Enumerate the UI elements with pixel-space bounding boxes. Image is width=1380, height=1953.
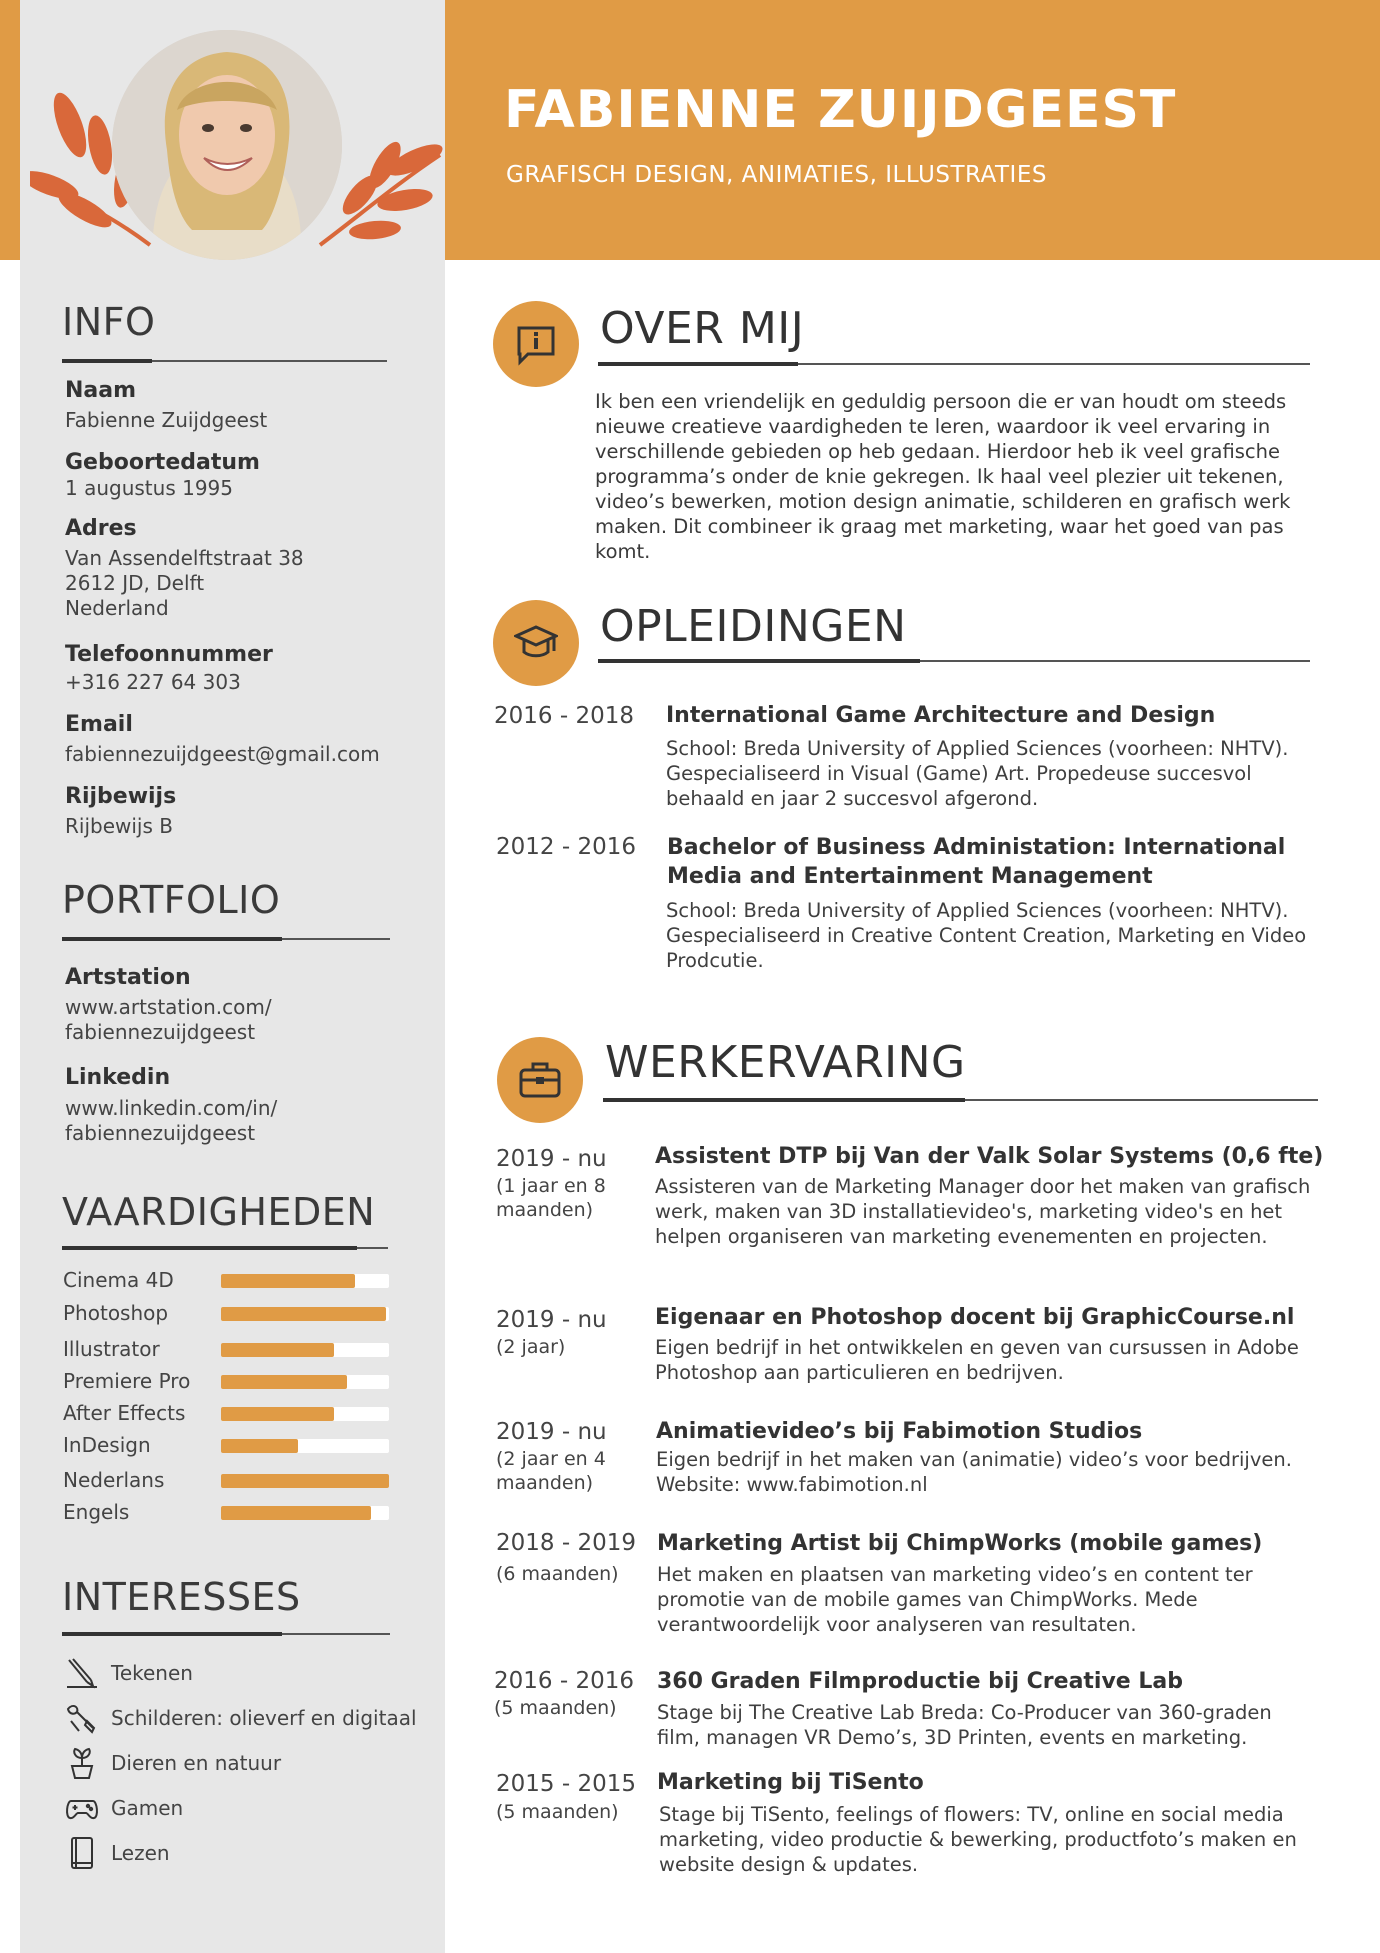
info-value-license: Rijbewijs B (65, 814, 173, 838)
portfolio-title: PORTFOLIO (62, 878, 281, 922)
skill-name: Premiere Pro (63, 1369, 191, 1393)
skill-name: Cinema 4D (63, 1268, 174, 1292)
interest-item (65, 1836, 425, 1872)
work-duration: (1 jaar en 8 maanden) (496, 1175, 606, 1221)
skill-name: Illustrator (63, 1337, 160, 1361)
briefcase-icon (518, 1058, 562, 1102)
interest-label: Lezen (111, 1841, 170, 1865)
education-section-icon (493, 600, 579, 686)
skill-row (63, 1301, 393, 1331)
about-divider (598, 363, 1310, 365)
skill-name: After Effects (63, 1401, 186, 1425)
interest-item (65, 1791, 425, 1827)
work-title-text: Marketing Artist bij ChimpWorks (mobile games) (657, 1531, 1263, 1556)
skills-divider (62, 1247, 388, 1249)
info-divider (62, 360, 387, 362)
interest-label: Dieren en natuur (111, 1751, 282, 1775)
skill-bar-track (221, 1274, 389, 1288)
work-duration: (5 maanden) (496, 1801, 619, 1823)
skill-bar-track (221, 1506, 389, 1520)
info-value-birthdate: 1 augustus 1995 (65, 476, 233, 500)
interest-item (65, 1656, 425, 1692)
skill-bar-track (221, 1343, 389, 1357)
info-label-license: Rijbewijs (65, 784, 177, 809)
education-date: 2016 - 2018 (494, 703, 634, 729)
info-chat-icon (514, 322, 558, 366)
work-date: 2019 - nu (496, 1307, 607, 1333)
about-title: OVER MIJ (600, 303, 805, 354)
pencil-icon (65, 1656, 99, 1690)
work-title-text: Marketing bij TiSento (657, 1770, 924, 1795)
info-title: INFO (62, 300, 156, 344)
skills-title: VAARDIGHEDEN (62, 1190, 376, 1234)
education-desc: School: Breda University of Applied Sciences (voorheen: NHTV). Gespecialiseerd in Visual (Game) Art. Propedeuse succesvol behaald en jaar 2 succesvol afgerond. (666, 737, 1289, 810)
work-title: WERKERVARING (605, 1037, 966, 1088)
info-label-phone: Telefoonnummer (65, 642, 273, 667)
work-title-text: Animatievideo’s bij Fabimotion Studios (656, 1419, 1143, 1444)
portfolio-link-artstation-line1[interactable]: www.artstation.com/ (65, 995, 272, 1019)
skill-row (63, 1337, 393, 1367)
info-label-birthdate: Geboortedatum (65, 450, 260, 475)
portfolio-link-linkedin-line2[interactable]: fabiennezuijdgeest (65, 1121, 256, 1145)
info-label-email: Email (65, 712, 133, 737)
work-section-icon (497, 1037, 583, 1123)
plant-icon (65, 1746, 99, 1780)
work-date: 2019 - nu (496, 1146, 607, 1172)
work-title-text: Assistent DTP bij Van der Valk Solar Systems (0,6 fte) (655, 1144, 1324, 1169)
gamepad-icon (65, 1791, 99, 1825)
candidate-name: FABIENNE ZUIJDGEEST (504, 80, 1177, 140)
education-desc: School: Breda University of Applied Sciences (voorheen: NHTV). Gespecialiseerd in Creative Content Creation, Marketing en Video Prodcutie. (666, 899, 1307, 972)
interest-label: Tekenen (111, 1661, 193, 1685)
skill-bar-track (221, 1307, 389, 1321)
info-value-phone: +316 227 64 303 (65, 670, 241, 694)
work-desc: Eigen bedrijf in het ontwikkelen en geven van cursussen in Adobe Photoshop aan particulieren en bedrijven. (655, 1336, 1299, 1384)
info-label-name: Naam (65, 378, 137, 403)
skill-row (63, 1268, 393, 1298)
portfolio-link-artstation-line2[interactable]: fabiennezuijdgeest (65, 1020, 256, 1044)
work-desc: Stage bij TiSento, feelings of flowers: TV, online en social media marketing, video productie & bewerking, productfoto’s maken en website design & updates. (659, 1803, 1297, 1876)
education-title: OPLEIDINGEN (600, 601, 907, 652)
work-desc: Assisteren van de Marketing Manager door het maken van grafisch werk, maken van 3D installatievideo's, marketing video's en het helpen organiseren van marketing evenementen en projecten. (655, 1175, 1311, 1248)
info-value-address-line3: Nederland (65, 596, 169, 620)
work-duration: (5 maanden) (494, 1697, 617, 1719)
work-duration: (2 jaar en 4 maanden) (496, 1448, 606, 1494)
skill-bar-fill (221, 1343, 334, 1357)
skill-row (63, 1468, 393, 1498)
portfolio-label-artstation: Artstation (65, 965, 191, 990)
skill-bar-track (221, 1375, 389, 1389)
interest-item (65, 1746, 425, 1782)
book-icon (65, 1836, 99, 1870)
about-text: Ik ben een vriendelijk en geduldig persoon die er van houdt om steeds nieuwe creatieve vaardigheden te leren, waardoor ik veel ervaring in verschillende gebieden op heb gedaan. Hierdoor heb ik veel grafische programma’s onder de knie gekregen. Ik haal veel plezier uit tekenen, video’s bewerken, motion design animatie, schilderen en grafisch werk maken. Dit combineer ik graag met marketing, waar het goed van pas komt. (595, 390, 1291, 563)
interests-title: INTERESSES (62, 1575, 301, 1619)
skill-bar-track (221, 1439, 389, 1453)
skill-row (63, 1433, 393, 1463)
work-duration: (6 maanden) (496, 1563, 619, 1585)
work-duration: (2 jaar) (496, 1336, 566, 1358)
education-title-text: Bachelor of Business Administation: International Media and Entertainment Management (667, 835, 1286, 889)
skill-bar-fill (221, 1474, 389, 1488)
skill-bar-fill (221, 1439, 298, 1453)
portfolio-label-linkedin: Linkedin (65, 1065, 171, 1090)
interest-item (65, 1701, 425, 1737)
skill-bar-fill (221, 1375, 347, 1389)
skill-bar-fill (221, 1407, 334, 1421)
work-divider (603, 1099, 1318, 1101)
work-desc: Eigen bedrijf in het maken van (animatie) video’s voor bedrijven. Website: www.fabimotion.nl (656, 1448, 1292, 1496)
paintbrush-icon (65, 1701, 99, 1735)
education-date: 2012 - 2016 (496, 834, 636, 860)
skill-bar-fill (221, 1307, 386, 1321)
work-title-text: 360 Graden Filmproductie bij Creative Lab (657, 1669, 1184, 1694)
info-value-email[interactable]: fabiennezuijdgeest@gmail.com (65, 742, 380, 766)
work-desc: Stage bij The Creative Lab Breda: Co-Producer van 360-graden film, managen VR Demo’s, 3D Printen, events en marketing. (657, 1701, 1272, 1749)
work-date: 2015 - 2015 (496, 1771, 636, 1797)
skill-name: Nederlans (63, 1468, 165, 1492)
interests-divider (62, 1633, 390, 1635)
candidate-tagline: GRAFISCH DESIGN, ANIMATIES, ILLUSTRATIES (506, 162, 1047, 188)
info-value-name: Fabienne Zuijdgeest (65, 408, 268, 432)
avatar (112, 30, 342, 260)
interest-label: Gamen (111, 1796, 184, 1820)
skill-name: InDesign (63, 1433, 151, 1457)
work-date: 2019 - nu (496, 1419, 607, 1445)
skill-bar-fill (221, 1274, 355, 1288)
skill-bar-track (221, 1474, 389, 1488)
skill-name: Engels (63, 1500, 130, 1524)
interest-label: Schilderen: olieverf en digitaal (111, 1706, 417, 1730)
skill-row (63, 1401, 393, 1431)
work-title-text: Eigenaar en Photoshop docent bij GraphicCourse.nl (655, 1305, 1295, 1330)
skill-row (63, 1369, 393, 1399)
work-date: 2016 - 2016 (494, 1668, 634, 1694)
info-value-address-line1: Van Assendelftstraat 38 (65, 546, 304, 570)
education-divider (598, 660, 1310, 662)
portfolio-link-linkedin-line1[interactable]: www.linkedin.com/in/ (65, 1096, 278, 1120)
skill-bar-track (221, 1407, 389, 1421)
skill-bar-fill (221, 1506, 371, 1520)
about-section-icon (493, 301, 579, 387)
profile-photo-area (30, 25, 450, 280)
graduation-cap-icon (514, 621, 558, 665)
education-title-text: International Game Architecture and Design (666, 703, 1216, 728)
skill-name: Photoshop (63, 1301, 169, 1325)
portfolio-divider (62, 938, 390, 940)
work-date: 2018 - 2019 (496, 1530, 636, 1556)
skill-row (63, 1500, 393, 1530)
info-value-address-line2: 2612 JD, Delft (65, 571, 205, 595)
work-desc: Het maken en plaatsen van marketing video’s en content ter promotie van de mobile games van ChimpWorks. Mede verantwoordelijk voor analyseren van resultaten. (657, 1563, 1253, 1636)
info-label-address: Adres (65, 516, 137, 541)
